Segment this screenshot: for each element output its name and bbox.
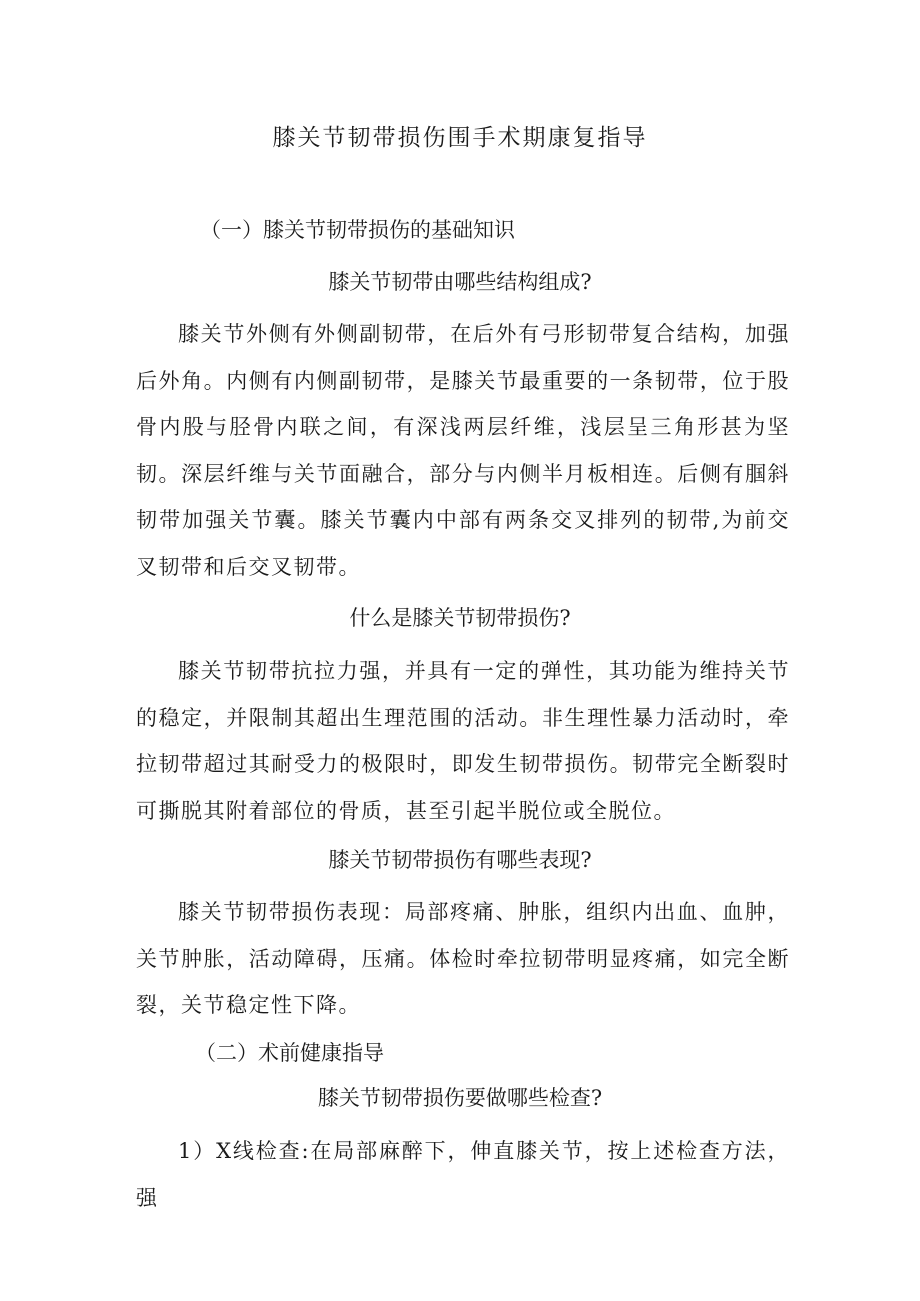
question-examinations: 膝关节韧带损伤要做哪些检查? (317, 1086, 603, 1110)
document-title: 膝关节韧带损伤围手术期康复指导 (272, 125, 648, 151)
paragraph-definition: 膝关节韧带抗拉力强，并具有一定的弹性，其功能为维持关节的稳定，并限制其超出生理范围的活动。非生理性暴力活动时，牵拉韧带超过其耐受力的极限时，即发生韧带损伤。韧带完全断裂时可撕脱其附着部位的骨质，甚至引起半脱位或全脱位。 (136, 659, 790, 823)
paragraph-xray: 1）X线检查:在局部麻醉下，伸直膝关节，按上述检查方法，强 (136, 1139, 790, 1210)
question-definition: 什么是膝关节韧带损伤? (349, 606, 571, 630)
section-heading-basics: （一）膝关节韧带损伤的基础知识 (200, 218, 515, 242)
question-symptoms: 膝关节韧带损伤有哪些表现? (328, 848, 592, 872)
paragraph-structure: 膝关节外侧有外侧副韧带，在后外有弓形韧带复合结构，加强后外角。内侧有内侧副韧带，是膝关节最重要的一条韧带，位于股骨内股与胫骨内联之间，有深浅两层纤维，浅层呈三角形甚为坚韧。深层纤维与关节面融合，部分与内侧半月板相连。后侧有腘斜韧带加强关节囊。膝关节囊内中部有两条交叉排列的韧带,为前交叉韧带和后交叉韧带。 (136, 322, 790, 579)
paragraph-symptoms: 膝关节韧带损伤表现：局部疼痛、肿胀，组织内出血、血肿，关节肿胀，活动障碍，压痛。体检时牵拉韧带明显疼痛，如完全断裂，关节稳定性下降。 (136, 900, 790, 1017)
section-heading-preop: （二）术前健康指导 (195, 1041, 384, 1065)
question-structure: 膝关节韧带由哪些结构组成? (328, 270, 592, 294)
